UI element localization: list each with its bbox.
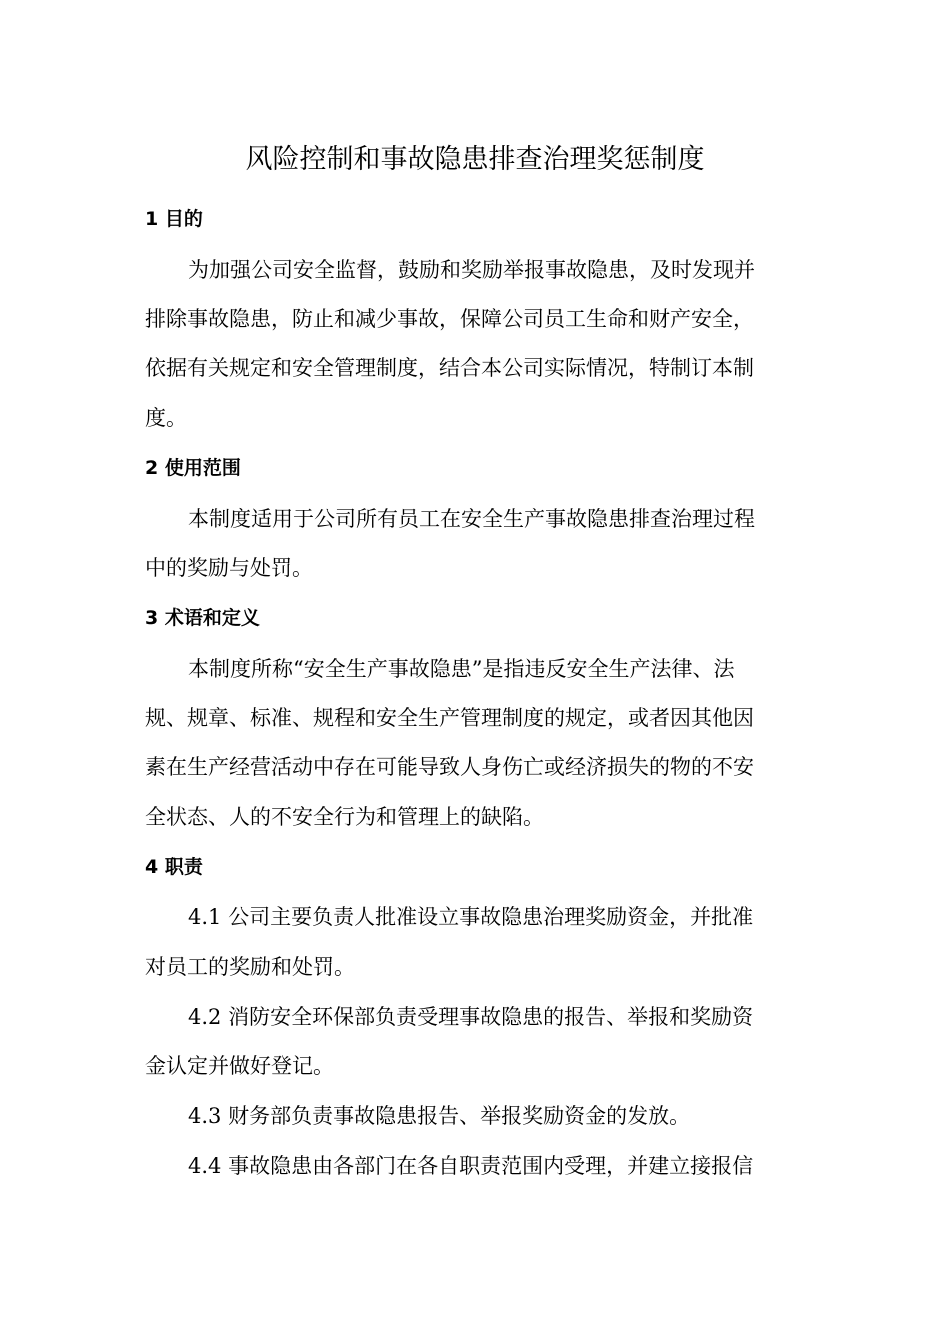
clause-line-4-2: 4.2 消防安全环保部负责受理事故隐患的报告、举报和奖励资	[188, 1005, 754, 1029]
clause-line-4-4: 4.4 事故隐患由各部门在各自职责范围内受理，并建立接报信	[188, 1154, 754, 1178]
clause-line-4-3: 4.3 财务部负责事故隐患报告、举报奖励资金的发放。	[188, 1104, 691, 1128]
section-heading-purpose: 1 目的	[145, 208, 203, 230]
paragraph-line: 本制度所称“安全生产事故隐患”是指违反安全生产法律、法	[188, 657, 735, 681]
paragraph-line: 本制度适用于公司所有员工在安全生产事故隐患排查治理过程	[188, 507, 755, 531]
paragraph-line: 依据有关规定和安全管理制度，结合本公司实际情况，特制订本制	[145, 356, 754, 380]
paragraph-line: 排除事故隐患，防止和减少事故，保障公司员工生命和财产安全，	[145, 307, 754, 331]
paragraph-line: 度。	[145, 406, 187, 430]
paragraph-line: 中的奖励与处罚。	[145, 556, 313, 580]
document-title: 风险控制和事故隐患排查治理奖惩制度	[245, 144, 705, 175]
clause-line-4-1: 4.1 公司主要负责人批准设立事故隐患治理奖励资金，并批准	[188, 905, 754, 929]
paragraph-line: 素在生产经营活动中存在可能导致人身伤亡或经济损失的物的不安	[145, 755, 754, 779]
clause-line-4-2: 金认定并做好登记。	[145, 1054, 334, 1078]
paragraph-line: 全状态、人的不安全行为和管理上的缺陷。	[145, 805, 544, 829]
paragraph-line: 规、规章、标准、规程和安全生产管理制度的规定，或者因其他因	[145, 706, 754, 730]
section-heading-responsibilities: 4 职责	[145, 856, 203, 878]
clause-line-4-1: 对员工的奖励和处罚。	[145, 955, 355, 979]
paragraph-line: 为加强公司安全监督，鼓励和奖励举报事故隐患，及时发现并	[188, 258, 755, 282]
section-heading-scope: 2 使用范围	[145, 457, 241, 479]
section-heading-definitions: 3 术语和定义	[145, 607, 260, 629]
